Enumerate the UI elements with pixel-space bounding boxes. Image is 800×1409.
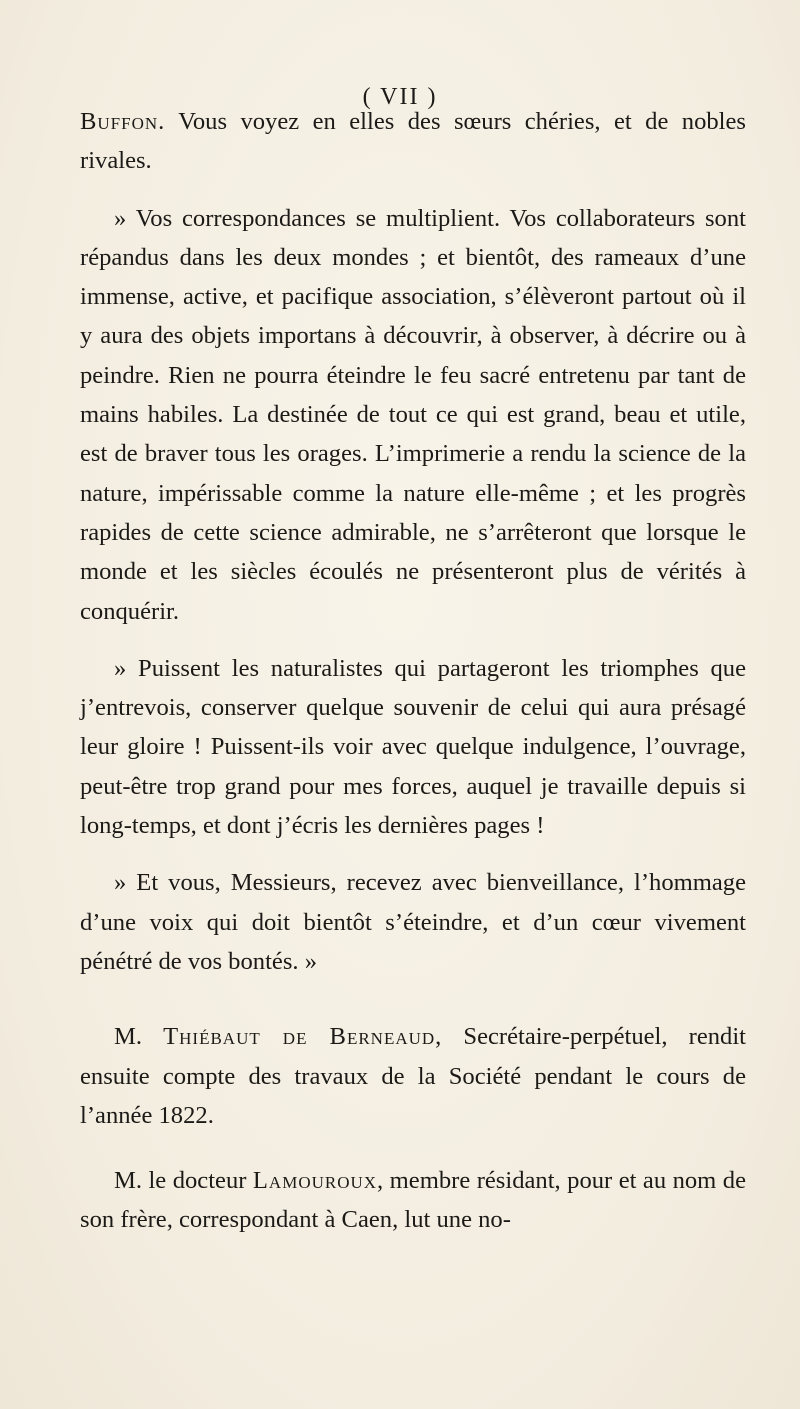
paragraph-buffon-closing — [80, 102, 746, 181]
person-name: Lamouroux — [252, 1167, 378, 1195]
paragraph-text: » Puissent les naturalistes qui partageront les triomphes que j’entrevois, conserver quelque souvenir de celui qui aura présagé leur gloire ! Puissent-ils voir avec quelque indulgence, l’ouvrage, peut-être trop grand pour mes forces, auquel je travaille depuis si long-temps, et dont j’écris les dernières pages ! — [80, 654, 746, 840]
paragraph-text: , membre résidant, pour et au nom de son frère, correspondant à Caen, lut une no- — [80, 1167, 746, 1234]
person-name: Thiébaut de Berneaud, — [163, 1023, 443, 1051]
paragraph-correspondances — [80, 199, 746, 631]
page-number: ( VII ) — [362, 84, 438, 110]
paragraph-text: Vous voyez en elles des sœurs chéries, et de nobles rivales. — [80, 108, 746, 175]
paragraph-lead: M. — [114, 1023, 164, 1051]
paragraph-naturalistes — [80, 649, 746, 845]
body-text — [80, 102, 746, 1240]
paragraph-lamouroux — [80, 1161, 746, 1240]
paragraph-text: Secrétaire-perpétuel, rendit ensuite compte des travaux de la Société pendant le cours de l’année 1822. — [80, 1023, 746, 1129]
paragraph-messieurs — [80, 863, 746, 981]
paragraph-text: » Vos correspondances se multiplient. Vos collaborateurs sont répandus dans les deux mondes ; et bientôt, des rameaux d’une immense, active, et pacifique association, s’élèveront partout où il y aura des objets importans à découvrir, à observer, à décrire ou à peindre. Rien ne pourra éteindre le feu sacré entretenu par tant de mains habiles. La destinée de tout ce qui est grand, beau et utile, est de braver tous les orages. L’imprimerie a rendu la science de la nature, impérissable comme la nature elle-même ; et les progrès rapides de cette science admirable, ne s’arrêteront que lorsque le monde et les siècles écoulés ne présenteront plus de vérités à conquérir. — [80, 204, 746, 625]
paragraph-secretaire — [80, 1017, 746, 1135]
speaker-name: Buffon. — [80, 108, 166, 135]
paragraph-lead: M. le docteur — [114, 1167, 253, 1195]
paragraph-text: » Et vous, Messieurs, recevez avec bienveillance, l’hommage d’une voix qui doit bientôt s’éteindre, et d’un cœur vivement pénétré de vos bontés. » — [80, 869, 746, 975]
